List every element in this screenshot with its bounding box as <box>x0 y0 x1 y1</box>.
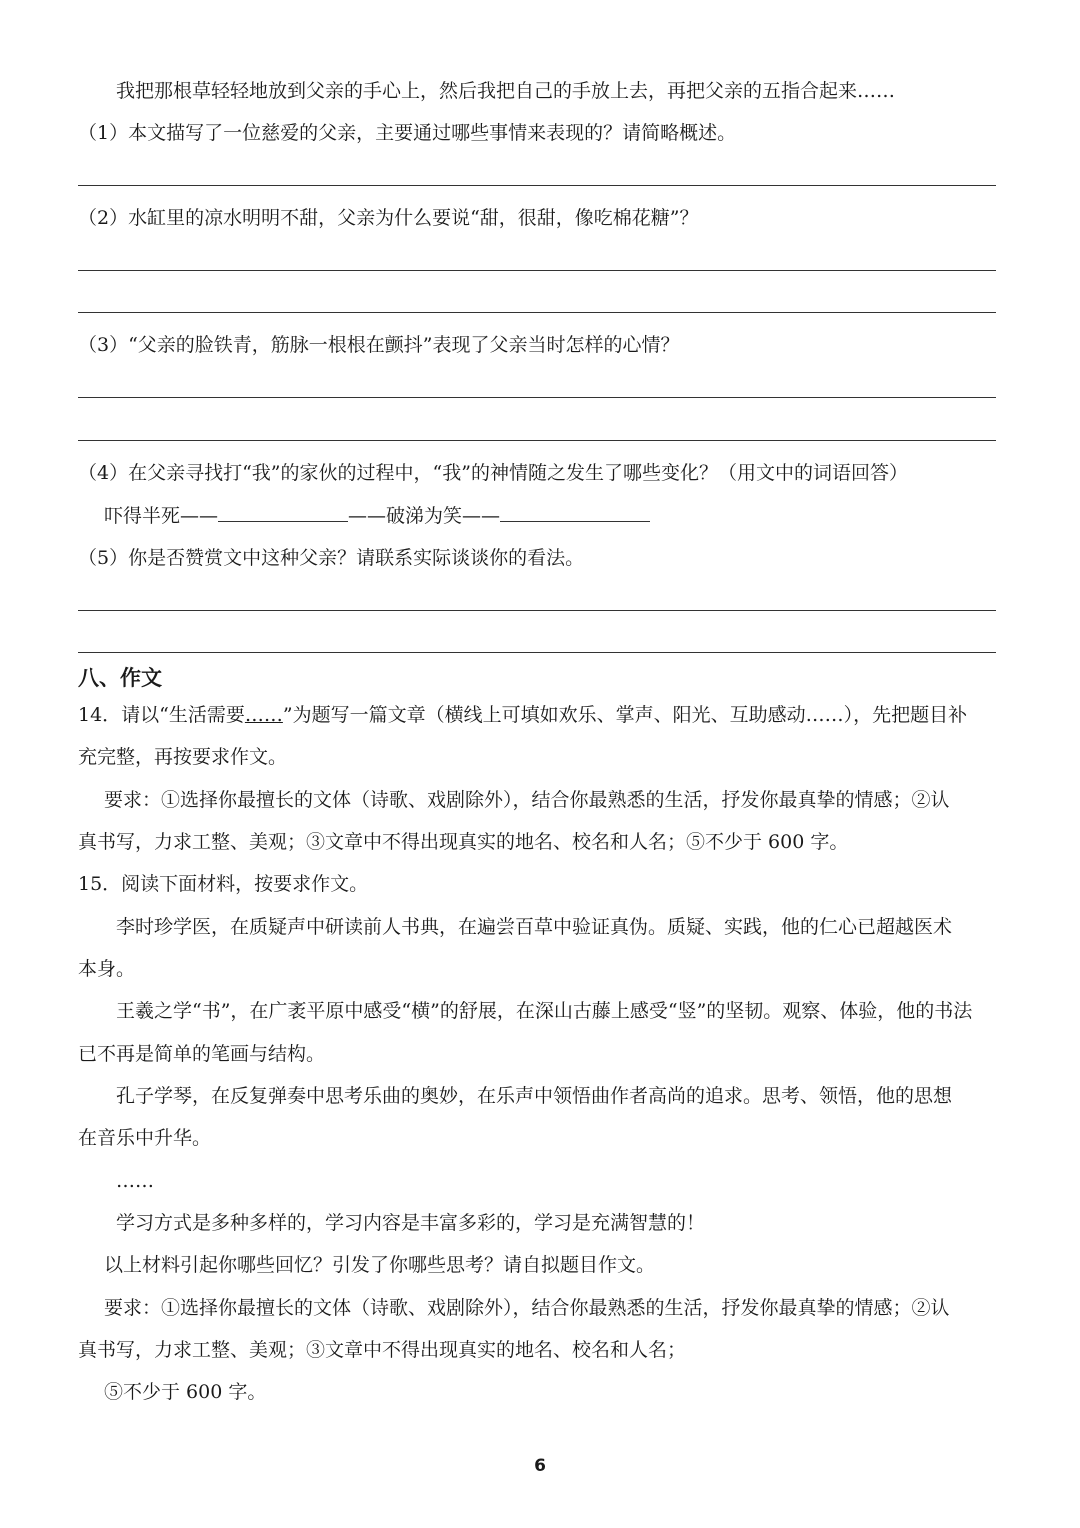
answer-line[interactable] <box>78 652 996 653</box>
fill-blank-1[interactable] <box>218 503 348 522</box>
material-para-2: 王羲之学“书”，在广袤平原中感受“横”的舒展，在深山古藤上感受“竖”的坚韧。观察、体验，他的书法 <box>116 1000 973 1022</box>
q15-requirements-cont: 真书写，力求工整、美观；③文章中不得出现真实的地名、校名和人名； <box>78 1339 687 1361</box>
answer-line[interactable] <box>78 270 996 271</box>
material-para-2-cont: 已不再是简单的笔画与结构。 <box>78 1043 326 1065</box>
prompt-line: 以上材料引起你哪些回忆？引发了你哪些思考？请自拟题目作文。 <box>104 1254 656 1276</box>
fill-blank-2[interactable] <box>500 503 650 522</box>
question-2: （2）水缸里的凉水明明不甜，父亲为什么要说“甜，很甜，像吃棉花糖”？ <box>78 207 699 229</box>
section-heading: 八、作文 <box>78 666 162 690</box>
material-ellipsis: …… <box>116 1170 154 1192</box>
material-para-3-cont: 在音乐中升华。 <box>78 1127 212 1149</box>
passage-last-line: 我把那根草轻轻地放到父亲的手心上，然后我把自己的手放上去，再把父亲的五指合起来…… <box>116 80 896 102</box>
question-4: （4）在父亲寻找打“我”的家伙的过程中，“我”的神情随之发生了哪些变化？（用文中的词语回答） <box>78 462 908 484</box>
q15-requirements: 要求：①选择你最擅长的文体（诗歌、戏剧除外），结合你最熟悉的生活，抒发你最真挚的情感；②认 <box>104 1297 950 1319</box>
material-para-1: 李时珍学医，在质疑声中研读前人书典，在遍尝百草中验证真伪。质疑、实践，他的仁心已超越医术 <box>116 916 953 938</box>
material-para-3: 孔子学琴，在反复弹奏中思考乐曲的奥妙，在乐声中领悟曲作者高尚的追求。思考、领悟，他的思想 <box>116 1085 953 1107</box>
question-3: （3）“父亲的脸铁青，筋脉一根根在颤抖”表现了父亲当时怎样的心情？ <box>78 334 680 356</box>
answer-line[interactable] <box>78 440 996 441</box>
q14-requirements: 要求：①选择你最擅长的文体（诗歌、戏剧除外），结合你最熟悉的生活，抒发你最真挚的情感；②认 <box>104 789 950 811</box>
question-15: 15．阅读下面材料，按要求作文。 <box>78 873 369 895</box>
answer-line[interactable] <box>78 185 996 186</box>
q14-title-blank: …… <box>244 704 283 726</box>
question-14 <box>78 703 967 727</box>
q14-text-pre: 14．请以“生活需要 <box>78 704 245 726</box>
fill-prefix: 吓得半死—— <box>104 505 219 527</box>
q15-requirements-last: ⑤不少于 600 字。 <box>104 1381 267 1403</box>
question-5: （5）你是否赞赏文中这种父亲？请联系实际谈谈你的看法。 <box>78 547 585 569</box>
answer-line[interactable] <box>78 397 996 398</box>
answer-line[interactable] <box>78 610 996 611</box>
page-number: 6 <box>534 1456 546 1476</box>
question-4-fill <box>104 503 650 528</box>
question-1: （1）本文描写了一位慈爱的父亲，主要通过哪些事情来表现的？请简略概述。 <box>78 122 737 144</box>
answer-line[interactable] <box>78 312 996 313</box>
material-para-4: 学习方式是多种多样的，学习内容是丰富多彩的，学习是充满智慧的！ <box>116 1212 706 1234</box>
fill-middle: ——破涕为笑—— <box>348 505 501 527</box>
q14-text-post: ”为题写一篇文章（横线上可填如欢乐、掌声、阳光、互助感动……），先把题目补 <box>282 704 968 726</box>
material-para-1-cont: 本身。 <box>78 958 136 980</box>
q14-requirements-cont: 真书写，力求工整、美观；③文章中不得出现真实的地名、校名和人名；⑤不少于 600 字。 <box>78 831 849 853</box>
question-14-line2: 充完整，再按要求作文。 <box>78 746 288 768</box>
